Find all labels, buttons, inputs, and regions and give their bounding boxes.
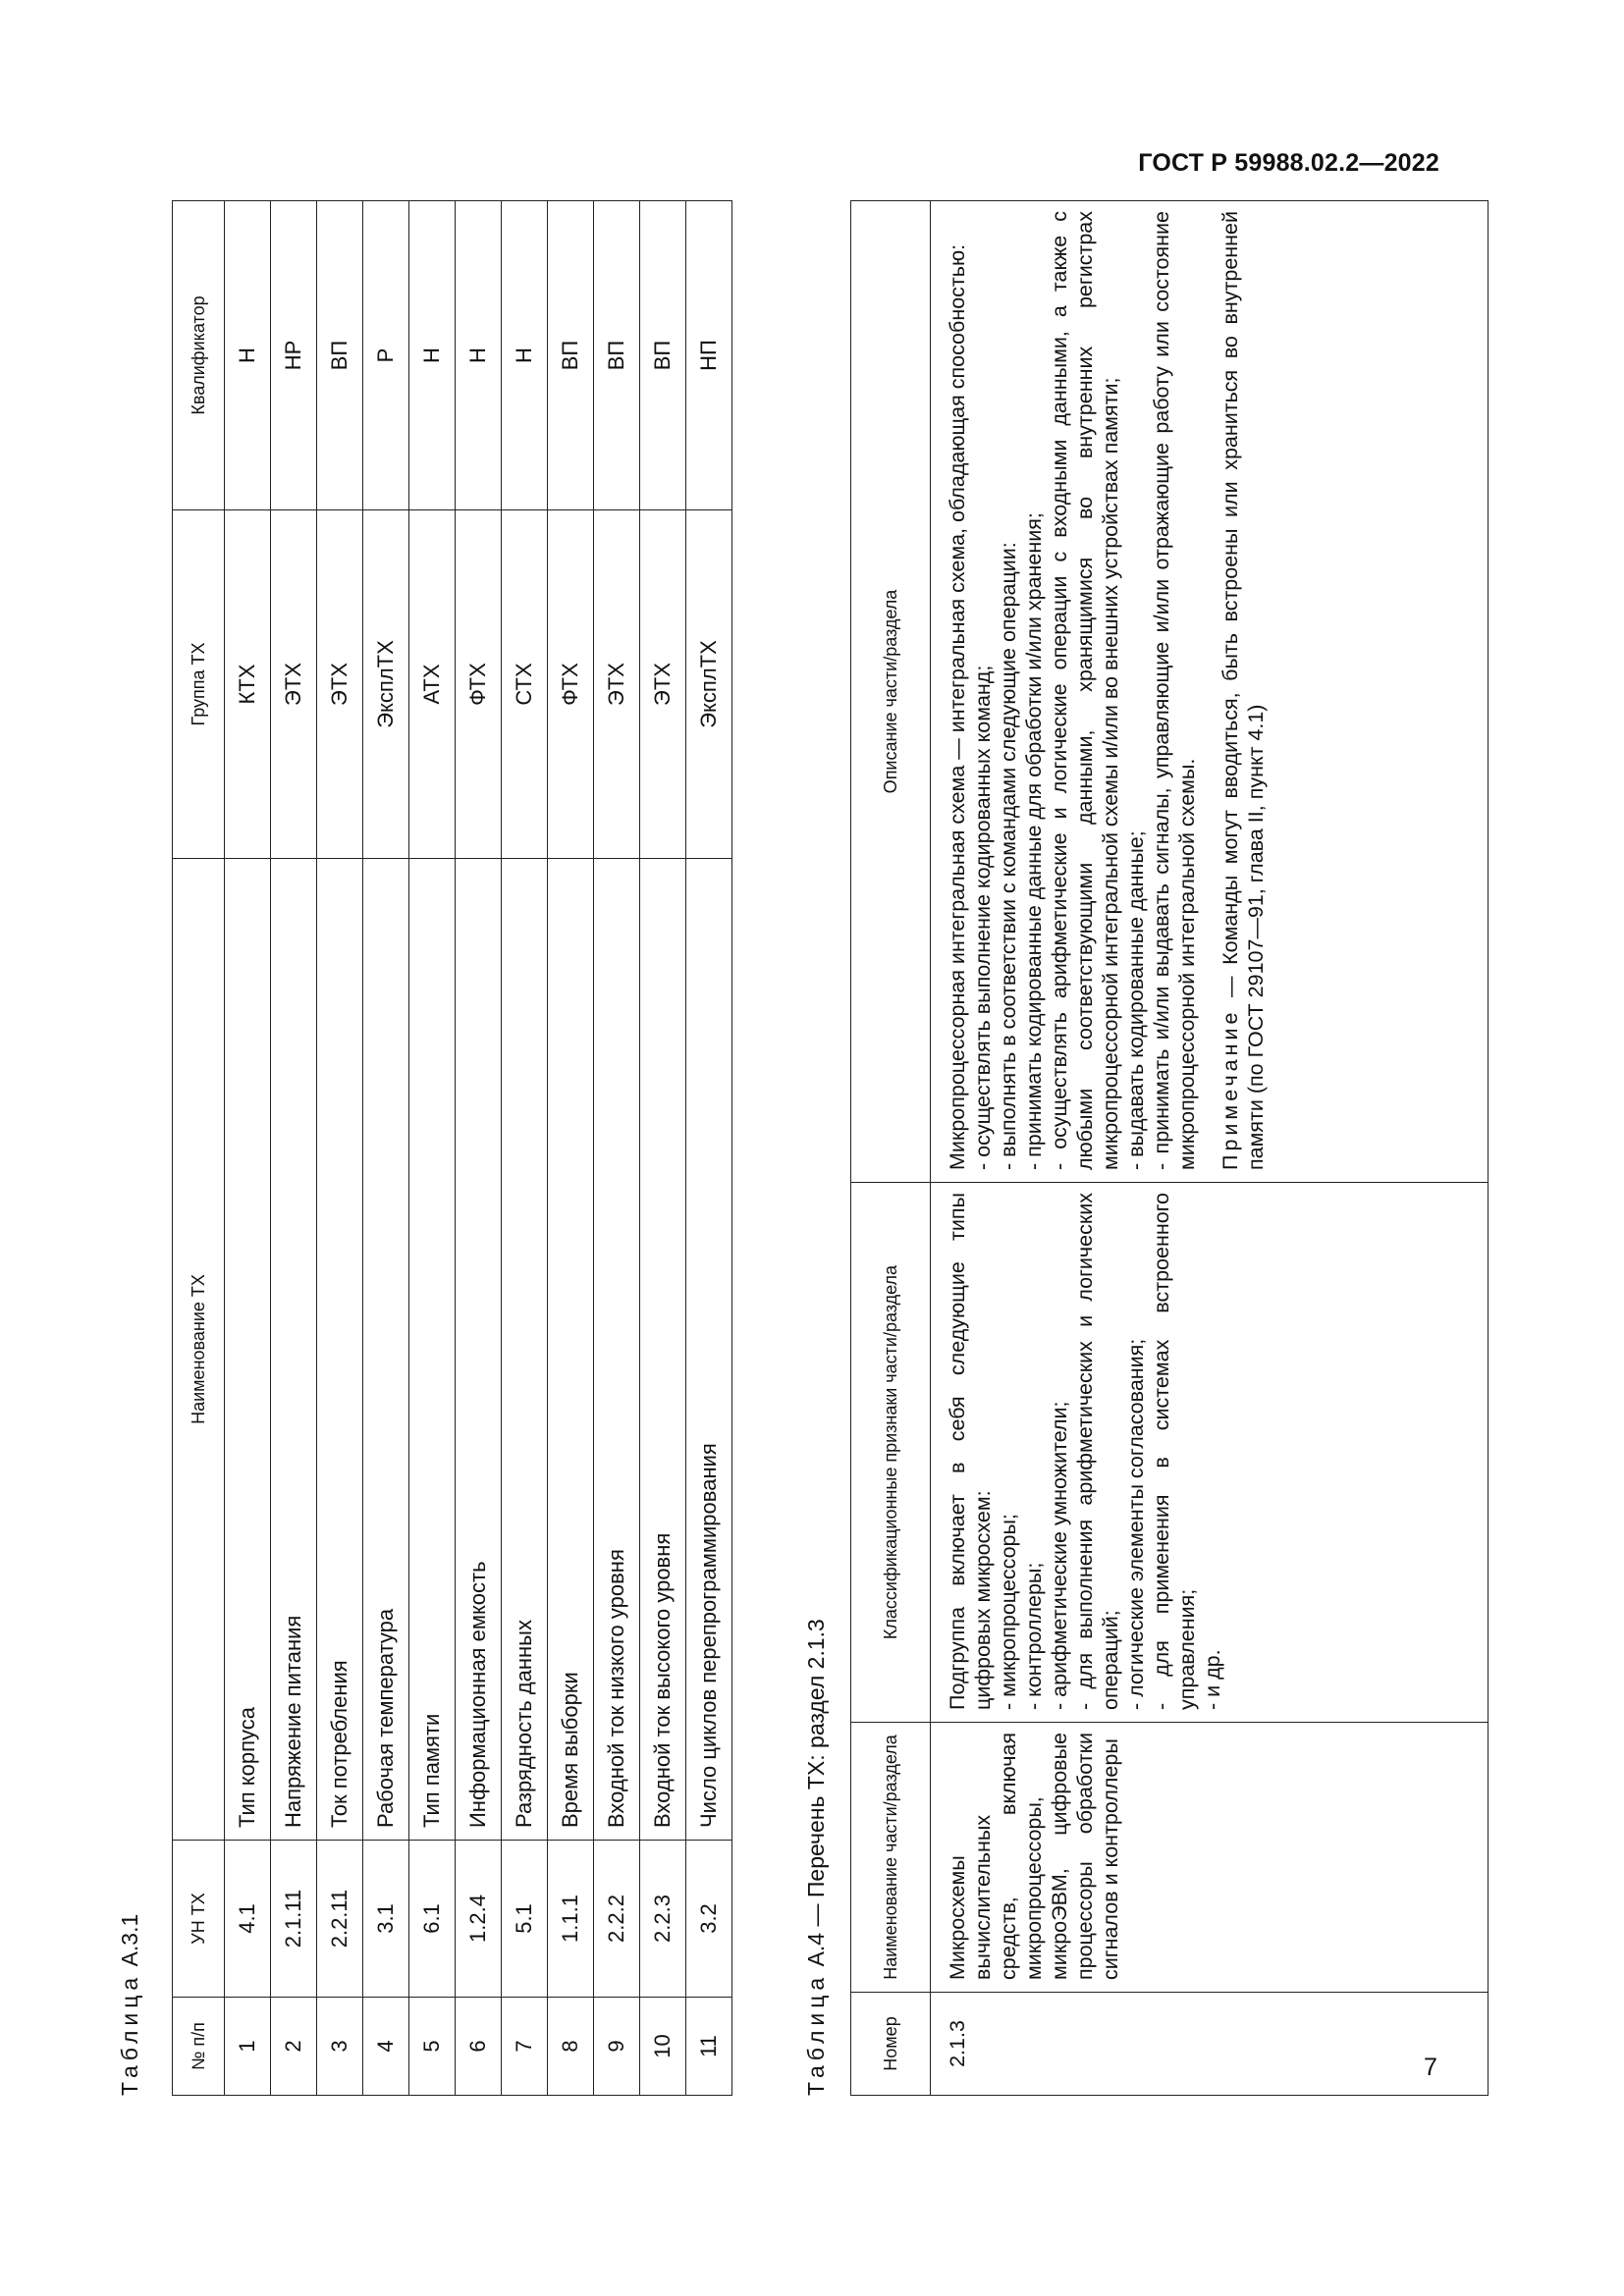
col-header-un-th: УН ТХ: [173, 1841, 225, 1998]
classification-line: - для выполнения арифметических и логических операций;: [1073, 1193, 1122, 1710]
cell-group: ЭТХ: [317, 510, 363, 859]
cell-group: ЭксплТХ: [363, 510, 409, 859]
classification-line: - для применения в системах встроенного управления;: [1150, 1193, 1199, 1710]
cell-qualifier: ВП: [548, 201, 594, 510]
cell-group: ЭТХ: [640, 510, 686, 859]
cell-name: Напряжение питания: [271, 859, 317, 1841]
col-header-number: № п/п: [173, 1998, 225, 2096]
classification-line: - контроллеры;: [1022, 1562, 1046, 1710]
cell-number: 7: [502, 1998, 548, 2096]
table-a4: [850, 200, 1489, 2096]
table-a31-caption: [113, 191, 146, 2096]
note-spacer: [1200, 211, 1218, 1170]
cell-description: [931, 201, 1489, 1183]
standard-designation: ГОСТ Р 59988.02.2—2022: [1138, 149, 1439, 177]
cell-un-th: 3.2: [686, 1841, 732, 1998]
cell-un-th: 1.1.1: [548, 1841, 594, 1998]
cell-number: 9: [594, 1998, 640, 2096]
cell-group: СТХ: [502, 510, 548, 859]
col-header-number: Номер: [851, 1993, 931, 2096]
cell-un-th: 6.1: [409, 1841, 456, 1998]
cell-group: ФТХ: [456, 510, 502, 859]
col-header-group: Группа ТХ: [173, 510, 225, 859]
page-number: 7: [1424, 2054, 1437, 2081]
table-a31: [172, 200, 732, 2096]
cell-name: Тип памяти: [409, 859, 456, 1841]
table-row: [363, 201, 409, 2096]
table-row: [594, 201, 640, 2096]
cell-qualifier: Н: [502, 201, 548, 510]
table-a31-caption-number: А.3.1: [117, 1913, 142, 1967]
cell-un-th: 2.1.11: [271, 1841, 317, 1998]
table-a4-caption-text: А.4 — Перечень ТХ: раздел 2.1.3: [803, 1619, 829, 1967]
cell-qualifier: НР: [271, 201, 317, 510]
classification-line: - микропроцессоры;: [997, 1514, 1020, 1710]
cell-qualifier: Н: [225, 201, 271, 510]
cell-name: Число циклов перепрограммирования: [686, 859, 732, 1841]
cell-number: 1: [225, 1998, 271, 2096]
description-line: Микропроцессорная интегральная схема — интегральная схема, обладающая способностью:: [946, 243, 969, 1170]
table-row: [271, 201, 317, 2096]
cell-qualifier: ВП: [317, 201, 363, 510]
table-row: [502, 201, 548, 2096]
col-header-name: Наименование ТХ: [173, 859, 225, 1841]
table-a31-block: [113, 191, 761, 2096]
cell-name: Входной ток низкого уровня: [594, 859, 640, 1841]
note-text: — Команды могут вводиться, быть встроены или храниться во внутренней памяти (по ГОСТ 29107—91, глава II, пункт 4.1): [1218, 211, 1268, 1170]
cell-group: ЭТХ: [271, 510, 317, 859]
cell-un-th: 1.2.4: [456, 1841, 502, 1998]
cell-name: Ток потребления: [317, 859, 363, 1841]
table-a31-caption-label: Таблица: [117, 1972, 142, 2096]
table-row: [225, 201, 271, 2096]
cell-un-th: 2.2.3: [640, 1841, 686, 1998]
col-header-classification: Классификационные признаки части/раздела: [851, 1183, 931, 1723]
cell-un-th: 2.2.11: [317, 1841, 363, 1998]
table-row: [686, 201, 732, 2096]
description-line: - выдавать кодированные данные;: [1124, 830, 1148, 1170]
cell-qualifier: Н: [456, 201, 502, 510]
classification-line: - логические элементы согласования;: [1124, 1338, 1148, 1710]
cell-section-number: 2.1.3: [931, 1993, 1489, 2096]
cell-qualifier: ВП: [640, 201, 686, 510]
cell-qualifier: Р: [363, 201, 409, 510]
cell-qualifier: Н: [409, 201, 456, 510]
cell-name: Разрядность данных: [502, 859, 548, 1841]
cell-qualifier: НП: [686, 201, 732, 510]
classification-line: - арифметические умножители;: [1048, 1401, 1071, 1710]
cell-number: 4: [363, 1998, 409, 2096]
cell-classification: [931, 1183, 1489, 1723]
table-row: [640, 201, 686, 2096]
description-line: - осуществлять арифметические и логические операции с входными данными, а также с любыми соответствующими данными, хранящимися во внутренних регистрах микропроцессорной интегральной схемы и/или во внешних устройствах памяти;: [1048, 211, 1122, 1170]
cell-number: 3: [317, 1998, 363, 2096]
cell-name: Информационная емкость: [456, 859, 502, 1841]
cell-group: КТХ: [225, 510, 271, 859]
table-a4-caption-label: Таблица: [803, 1972, 829, 2096]
cell-number: 10: [640, 1998, 686, 2096]
table-a4-caption: [799, 191, 833, 2096]
cell-un-th: 4.1: [225, 1841, 271, 1998]
cell-number: 11: [686, 1998, 732, 2096]
cell-un-th: 2.2.2: [594, 1841, 640, 1998]
cell-name: Время выборки: [548, 859, 594, 1841]
cell-name: Рабочая температура: [363, 859, 409, 1841]
table-row: [456, 201, 502, 2096]
table-row: [317, 201, 363, 2096]
cell-group: ЭксплТХ: [686, 510, 732, 859]
description-line: - принимать и/или выдавать сигналы, управляющие и/или отражающие работу или состояние микропроцессорной интегральной схемы.: [1150, 211, 1199, 1170]
col-header-qualifier: Квалификатор: [173, 201, 225, 510]
table-a4-block: [799, 191, 1457, 2096]
col-header-description: Описание части/раздела: [851, 201, 931, 1183]
table-row: [548, 201, 594, 2096]
table-row: [409, 201, 456, 2096]
table-a31-body: [225, 201, 732, 2096]
cell-number: 5: [409, 1998, 456, 2096]
cell-part-name: Микросхемы вычислительных средств, включая микропроцессоры, микроЭВМ, цифровые процессоры обработки сигналов и контроллеры: [931, 1723, 1489, 1993]
note: [1218, 211, 1269, 1170]
cell-number: 2: [271, 1998, 317, 2096]
table-row: [931, 201, 1489, 2096]
cell-un-th: 5.1: [502, 1841, 548, 1998]
table-a4-header-row: [851, 201, 931, 2096]
classification-line: Подгруппа включает в себя следующие типы цифровых микросхем:: [946, 1193, 995, 1710]
cell-name: Входной ток высокого уровня: [640, 859, 686, 1841]
cell-un-th: 3.1: [363, 1841, 409, 1998]
note-label: Примечание: [1218, 1008, 1242, 1170]
cell-qualifier: ВП: [594, 201, 640, 510]
cell-group: ФТХ: [548, 510, 594, 859]
cell-name: Тип корпуса: [225, 859, 271, 1841]
description-line: - выполнять в соответствии с командами следующие операции:: [997, 542, 1020, 1170]
cell-group: АТХ: [409, 510, 456, 859]
classification-line: - и др.: [1201, 1649, 1224, 1710]
table-a31-header-row: [173, 201, 225, 2096]
col-header-part-name: Наименование части/раздела: [851, 1723, 931, 1993]
description-line: - осуществлять выполнение кодированных команд;: [971, 665, 995, 1170]
cell-number: 6: [456, 1998, 502, 2096]
cell-group: ЭТХ: [594, 510, 640, 859]
cell-number: 8: [548, 1998, 594, 2096]
description-line: - принимать кодированные данные для обработки и/или хранения;: [1022, 512, 1046, 1170]
